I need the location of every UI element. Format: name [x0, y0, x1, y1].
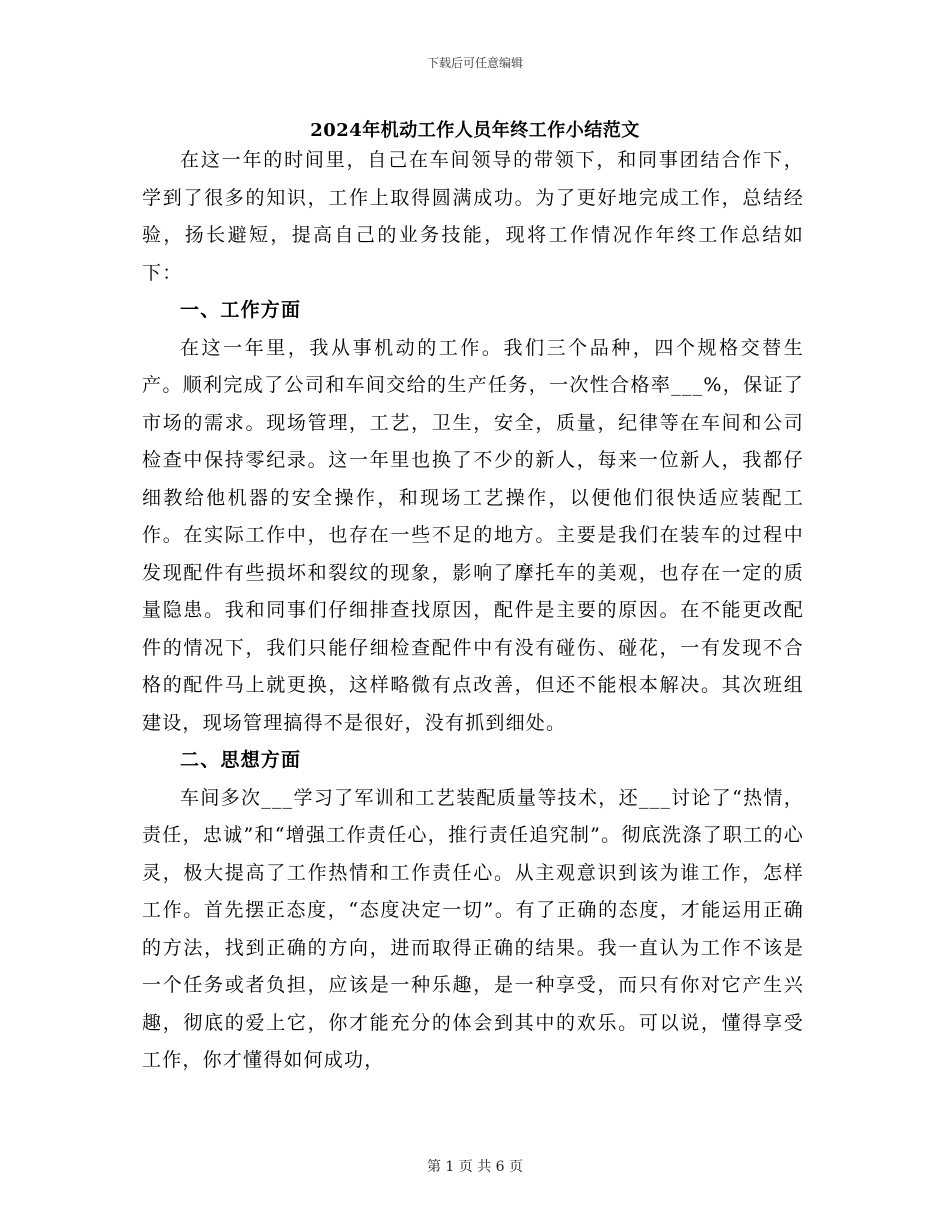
intro-paragraph: 在这一年的时间里，自己在车间领导的带领下，和同事团结合作下，学到了很多的知识，工作上取得圆满成功。为了更好地完成工作，总结经验，扬长避短，提高自己的业务技能，现将工作情况作年终工作总结如下： [142, 149, 804, 284]
document-body [142, 142, 804, 1080]
section-paragraph-thought: 车间多次___学习了军训和工艺装配质量等技术，还___讨论了“热情，责任，忠诚”和“增强工作责任心，推行责任追究制”。彻底洗涤了职工的心灵，极大提高了工作热情和工作责任心。从主观意识到该为谁工作，怎样工作。首先摆正态度，“态度决定一切”。有了正确的态度，才能运用正确的方法，找到正确的方向，进而取得正确的结果。我一直认为工作不该是一个任务或者负担，应该是一种乐趣，是一种享受，而只有你对它产生兴趣，彻底的爱上它，你才能充分的体会到其中的欢乐。可以说，懂得享受工作，你才懂得如何成功， [142, 786, 804, 1071]
page-header-note: 下载后可任意编辑 [426, 56, 523, 70]
page-number: 第 1 页 共 6 页 [426, 1159, 524, 1175]
section-heading-thought: 二、思想方面 [180, 749, 302, 771]
section-paragraph-work: 在这一年里，我从事机动的工作。我们三个品种，四个规格交替生产。顺利完成了公司和车间交给的生产任务，一次性合格率___%，保证了市场的需求。现场管理，工艺，卫生，安全，质量，纪律等在车间和公司检查中保持零纪录。这一年里也换了不少的新人，每来一位新人，我都仔细教给他机器的安全操作，和现场工艺操作，以便他们很快适应装配工作。在实际工作中，也存在一些不足的地方。主要是我们在装车的过程中发现配件有些损坏和裂纹的现象，影响了摩托车的美观，也存在一定的质量隐患。我和同事们仔细排查找原因，配件是主要的原因。在不能更改配件的情况下，我们只能仔细检查配件中有没有碰伤、碰花，一有发现不合格的配件马上就更换，这样略微有点改善，但还不能根本解决。其次班组建设，现场管理搞得不是很好，没有抓到细处。 [142, 336, 804, 734]
section-heading-work: 一、工作方面 [180, 299, 302, 321]
document-title: 2024年机动工作人员年终工作小结范文 [310, 120, 640, 141]
